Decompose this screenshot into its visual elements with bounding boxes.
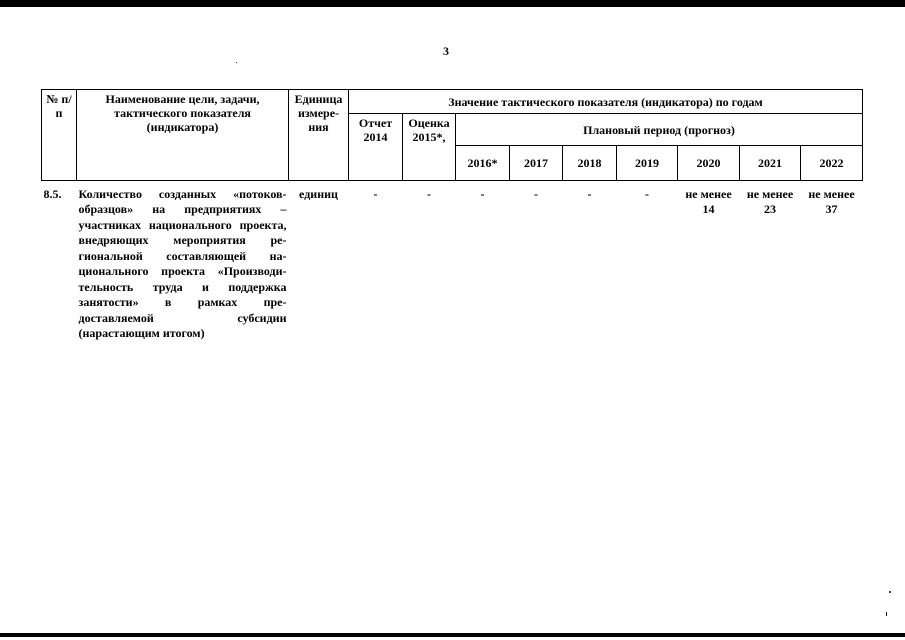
row-estimate: - xyxy=(427,186,431,201)
row-name-line: занятости» в рамках пре- xyxy=(78,295,287,309)
header-year: 2018 xyxy=(563,146,617,181)
scan-speck xyxy=(889,591,891,593)
row-num: 8.5. xyxy=(43,186,62,201)
header-year: 2021 xyxy=(740,146,801,181)
header-estimate: Оценка 2015*, xyxy=(403,114,456,181)
row-value: - xyxy=(587,186,592,201)
header-report: Отчет 2014 xyxy=(349,114,403,181)
page-number: 3 xyxy=(443,44,449,58)
row-value: не менее 14 xyxy=(685,186,732,216)
header-year: 2017 xyxy=(510,146,563,181)
row-name-line: участниках национального проекта, xyxy=(78,217,287,232)
row-report: - xyxy=(373,186,378,201)
header-plan: Плановый период (прогноз) xyxy=(456,114,863,146)
row-value: - xyxy=(645,186,649,201)
row-name-line: гиональной составляющей на- xyxy=(78,248,287,263)
row-name-line: (нарастающим итогом) xyxy=(78,326,205,340)
row-value: не менее 23 xyxy=(746,186,794,216)
row-name-line: тельность труда и поддержка xyxy=(78,279,287,294)
header-num: № п/п xyxy=(42,90,77,181)
header-year: 2020 xyxy=(678,146,740,181)
header-values: Значение тактического показателя (индикатора) по годам xyxy=(349,90,863,114)
row-name-line: доставляемой субсидии xyxy=(78,310,287,325)
header-year: 2016* xyxy=(456,146,510,181)
header-name: Наименование цели, задачи, тактического показателя (индикатора) xyxy=(77,90,289,181)
row-name-line: образцов» на предприятиях – xyxy=(78,202,287,216)
row-unit: единиц xyxy=(299,186,338,201)
header-unit: Единица измере-ния xyxy=(289,90,349,181)
scan-speck xyxy=(236,62,237,63)
row-value: - xyxy=(534,186,538,201)
row-value: - xyxy=(480,186,485,201)
row-name-line: ционального проекта «Производи- xyxy=(78,264,287,278)
table-row xyxy=(42,187,863,342)
bottom-border-bar xyxy=(0,633,905,637)
indicator-table xyxy=(41,89,863,342)
top-border-bar xyxy=(0,0,905,7)
row-name xyxy=(77,187,289,342)
row-name-line: Количество созданных «потоков- xyxy=(78,186,287,201)
header-year: 2022 xyxy=(801,146,863,181)
row-value: не менее 37 xyxy=(808,186,855,216)
row-name-line: внедряющих мероприятия ре- xyxy=(78,233,287,247)
scan-speck xyxy=(886,612,887,616)
header-year: 2019 xyxy=(617,146,678,181)
